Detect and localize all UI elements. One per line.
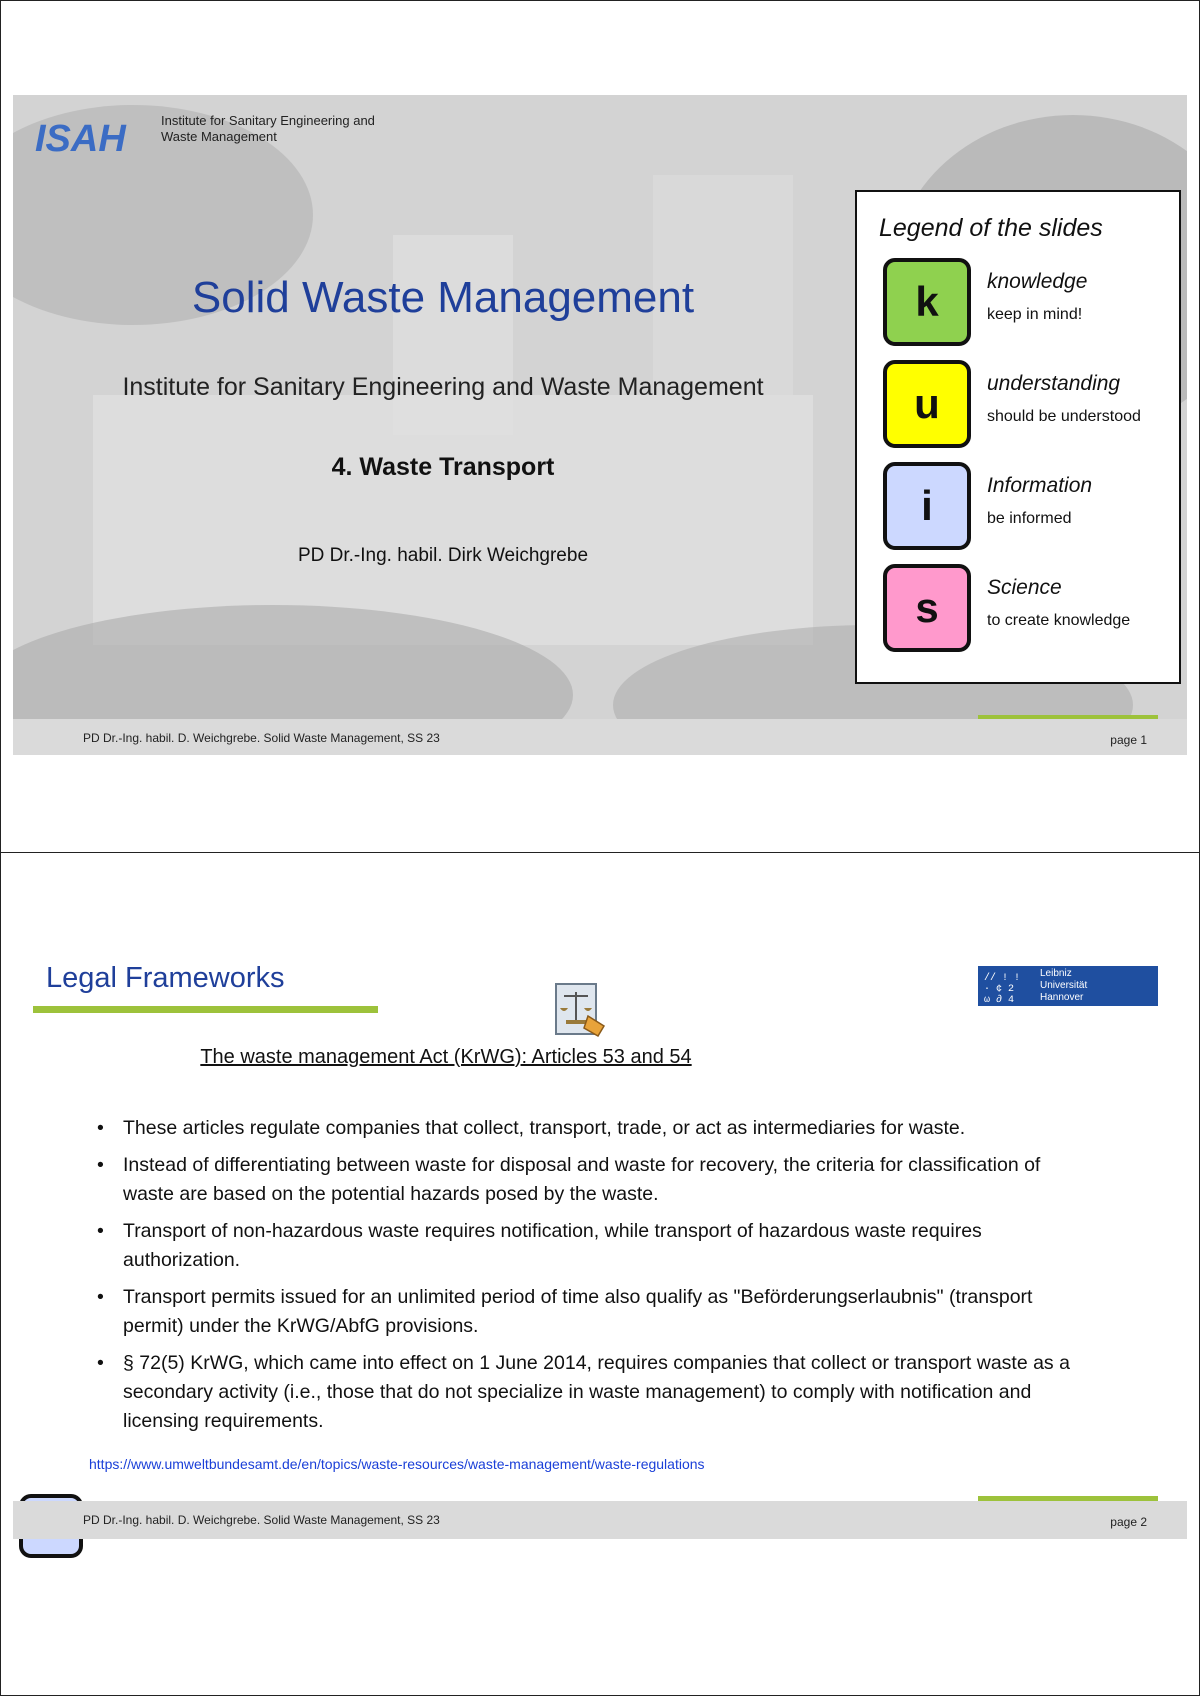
page-number: page 2 [1110,1515,1147,1529]
title-slide [13,95,1187,755]
legend-item-information [883,462,1183,556]
list-item: • Transport permits issued for an unlimited period of time also qualify as "Beförderungserlaubnis" (transport permit) under the KrWG/AbfG provisions. [93,1283,1093,1341]
list-item: • These articles regulate companies that collect, transport, trade, or act as intermediaries for waste. [93,1114,1093,1143]
isah-logo [35,117,165,157]
svg-text:// ! !: // ! ! [984,973,1021,984]
title-underline [33,1006,378,1013]
page-divider [0,852,1200,853]
legend-item-name: knowledge [987,270,1088,293]
science-icon: s [883,564,971,652]
legend-item-desc: to create knowledge [987,612,1131,629]
legend-item-name: Information [987,474,1093,497]
slide-footer [13,719,1187,755]
footer-text: PD Dr.-Ing. habil. D. Weichgrebe. Solid Waste Management, SS 23 [83,1513,440,1527]
understanding-icon: u [883,360,971,448]
luh-mark-icon [978,966,1034,1006]
institute-name: Institute for Sanitary Engineering and Waste Management [161,113,375,144]
slide-footer [13,1501,1187,1539]
list-item: • § 72(5) KrWG, which came into effect on 1 June 2014, requires companies that collect or transport waste as a secondary activity (i.e., those that do not specialize in waste management) to comply with notification and licensing requirements. [93,1349,1093,1436]
legend-item-desc: be informed [987,510,1072,527]
presentation-subtitle: Institute for Sanitary Engineering and Waste Management [122,373,764,401]
legend-item-desc: keep in mind! [987,306,1083,323]
source-link[interactable]: https://www.umweltbundesamt.de/en/topics/waste-resources/waste-management/waste-regulations [89,1456,705,1472]
svg-text:· ¢ 2: · ¢ 2 [984,984,1015,995]
footer-text: PD Dr.-Ing. habil. D. Weichgrebe. Solid Waste Management, SS 23 [83,731,440,745]
list-item: • Instead of differentiating between waste for disposal and waste for recovery, the criteria for classification of waste are based on the potential hazards posed by the waste. [93,1151,1093,1209]
bullet-list [93,1114,1093,1444]
list-item: • Transport of non-hazardous waste requires notification, while transport of hazardous waste requires authorization. [93,1217,1093,1275]
legend-title: Legend of the slides [879,214,1103,242]
legend-item-name: understanding [987,372,1121,395]
law-scales-icon [550,980,608,1038]
information-icon: i [883,462,971,550]
legend-item-desc: should be understood [987,408,1141,425]
presentation-title: Solid Waste Management [191,273,695,322]
legend-item-understanding [883,360,1183,454]
legend-item-knowledge [883,258,1183,352]
legend-item-name: Science [987,576,1062,599]
slide-legend [855,190,1181,684]
section-heading: The waste management Act (KrWG): Articles 53 and 54 [200,1046,692,1068]
author-name: PD Dr.-Ing. habil. Dirk Weichgrebe [297,545,589,566]
page-number: page 1 [1110,733,1147,747]
luh-logo-text: Leibniz Universität Hannover [1040,968,1088,1003]
legal-frameworks-slide [13,948,1187,1608]
svg-text:ω ∂ 4: ω ∂ 4 [984,995,1015,1006]
chapter-title: 4. Waste Transport [331,453,555,481]
luh-logo [978,966,1158,1006]
legend-item-science [883,564,1183,658]
knowledge-icon: k [883,258,971,346]
svg-text:ISAH: ISAH [35,118,126,157]
slide-title: Legal Frameworks [46,962,285,994]
